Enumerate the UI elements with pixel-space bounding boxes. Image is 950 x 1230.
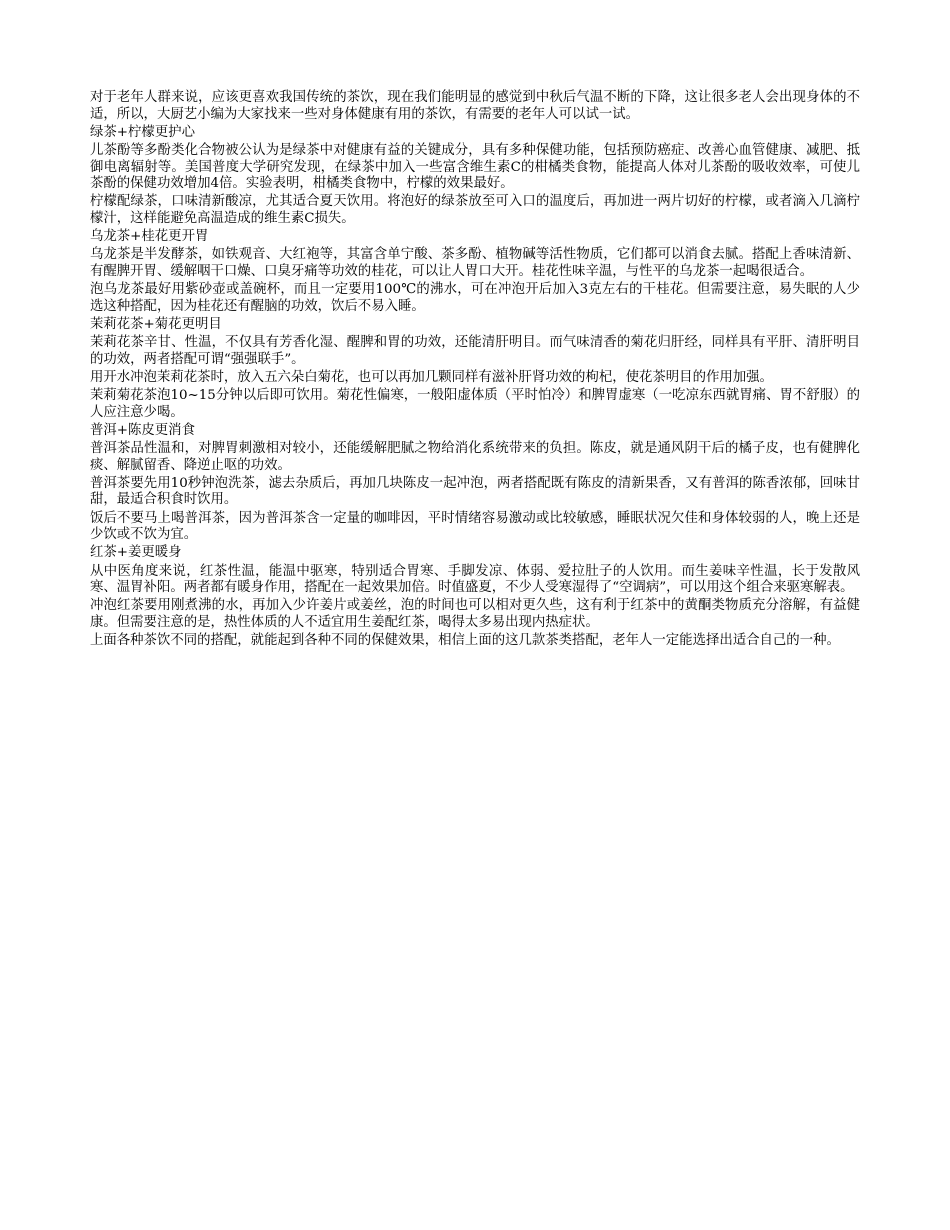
- section-black-tea: [90, 545, 860, 631]
- paragraph: 饭后不要马上喝普洱茶，因为普洱茶含一定量的咖啡因，平时情绪容易激动或比较敏感，睡眠状况欠佳和身体较弱的人，晚上还是少饮或不饮为宜。: [90, 510, 860, 543]
- paragraph: 用开水冲泡茉莉花茶时，放入五六朵白菊花，也可以再加几颗同样有滋补肝肾功效的枸杞，使花茶明目的作用加强。: [90, 369, 773, 385]
- paragraph: 从中医角度来说，红茶性温，能温中驱寒，特别适合胃寒、手脚发凉、体弱、爱拉肚子的人饮用。而生姜味辛性温，长于发散风寒、温胃补阳。两者都有暖身作用，搭配在一起效果加倍。时值盛夏，不少人受寒湿得了“空调病”，可以用这个组合来驱寒解表。: [90, 563, 860, 596]
- section-heading: 乌龙茶+桂花更开胃: [90, 229, 209, 245]
- paragraph: 乌龙茶是半发酵茶，如铁观音、大红袍等，其富含单宁酸、茶多酚、植物碱等活性物质，它们都可以消食去腻。搭配上香味清新、有醒脾开胃、缓解咽干口燥、口臭牙痛等功效的桂花，可以让人胃口大开。桂花性味辛温，与性平的乌龙茶一起喝很适合。: [90, 247, 860, 279]
- paragraph: 泡乌龙茶最好用紫砂壶或盖碗杯，而且一定要用100℃的沸水，可在冲泡开后加入3克左右的干桂花。但需要注意，易失眠的人少选这种搭配，因为桂花还有醒脑的功效，饮后不易入睡。: [90, 282, 860, 314]
- paragraph: 普洱茶要先用10秒钟泡洗茶，滤去杂质后，再加几块陈皮一起冲泡，两者搭配既有陈皮的清新果香，又有普洱的陈香浓郁，回味甘甜，最适合积食时饮用。: [90, 475, 860, 508]
- section-heading: 绿茶+柠檬更护心: [90, 124, 195, 140]
- conclusion-paragraph: 上面各种茶饮不同的搭配，就能起到各种不同的保健效果，相信上面的这几款茶类搭配，老年人一定能选择出适合自己的一种。: [90, 633, 840, 649]
- article-body: [90, 90, 860, 651]
- section-heading: 茉莉花茶+菊花更明目: [90, 316, 222, 332]
- paragraph: 冲泡红茶要用刚煮沸的水，再加入少许姜片或姜丝，泡的时间也可以相对更久些，这有利于红茶中的黄酮类物质充分溶解，有益健康。但需要注意的是，热性体质的人不适宜用生姜配红茶，喝得太多易出现内热症状。: [90, 598, 860, 630]
- intro-paragraph: 对于老年人群来说，应该更喜欢我国传统的茶饮，现在我们能明显的感觉到中秋后气温不断的下降，这让很多老人会出现身体的不适，所以，大厨艺小编为大家找来一些对身体健康有用的茶饮，有需要的老年人可以试一试。: [90, 90, 860, 122]
- section-heading: 普洱+陈皮更消食: [90, 422, 195, 438]
- section-jasmine-tea: [90, 317, 860, 421]
- section-heading: 红茶+姜更暖身: [90, 545, 182, 561]
- paragraph: 柠檬配绿茶，口味清新酸凉，尤其适合夏天饮用。将泡好的绿茶放至可入口的温度后，再加进一两片切好的柠檬，或者滴入几滴柠檬汁，这样能避免高温造成的维生素C损失。: [90, 194, 860, 226]
- paragraph: 茉莉花茶辛甘、性温，不仅具有芳香化湿、醒脾和胃的功效，还能清肝明目。而气味清香的菊花归肝经，同样具有平肝、清肝明目的功效，两者搭配可谓“强强联手”。: [90, 335, 860, 367]
- section-oolong-tea: [90, 229, 860, 315]
- section-green-tea: [90, 125, 860, 228]
- paragraph: 茉莉菊花茶泡10~15分钟以后即可饮用。菊花性偏寒，一般阳虚体质（平时怕冷）和脾胃虚寒（一吃凉东西就胃痛、胃不舒服）的人应注意少喝。: [90, 388, 860, 420]
- section-puer-tea: [90, 423, 860, 544]
- paragraph: 普洱茶品性温和，对脾胃刺激相对较小，还能缓解肥腻之物给消化系统带来的负担。陈皮，就是通风阴干后的橘子皮，也有健脾化痰、解腻留香、降逆止呕的功效。: [90, 441, 860, 473]
- paragraph: 儿茶酚等多酚类化合物被公认为是绿茶中对健康有益的关键成分，具有多种保健功能，包括预防癌症、改善心血管健康、减肥、抵御电离辐射等。美国普度大学研究发现，在绿茶中加入一些富含维生素C的柑橘类食物，能提高人体对儿茶酚的吸收效率，可使儿茶酚的保健功效增加4倍。实验表明，柑橘类食物中，柠檬的效果最好。: [90, 142, 860, 192]
